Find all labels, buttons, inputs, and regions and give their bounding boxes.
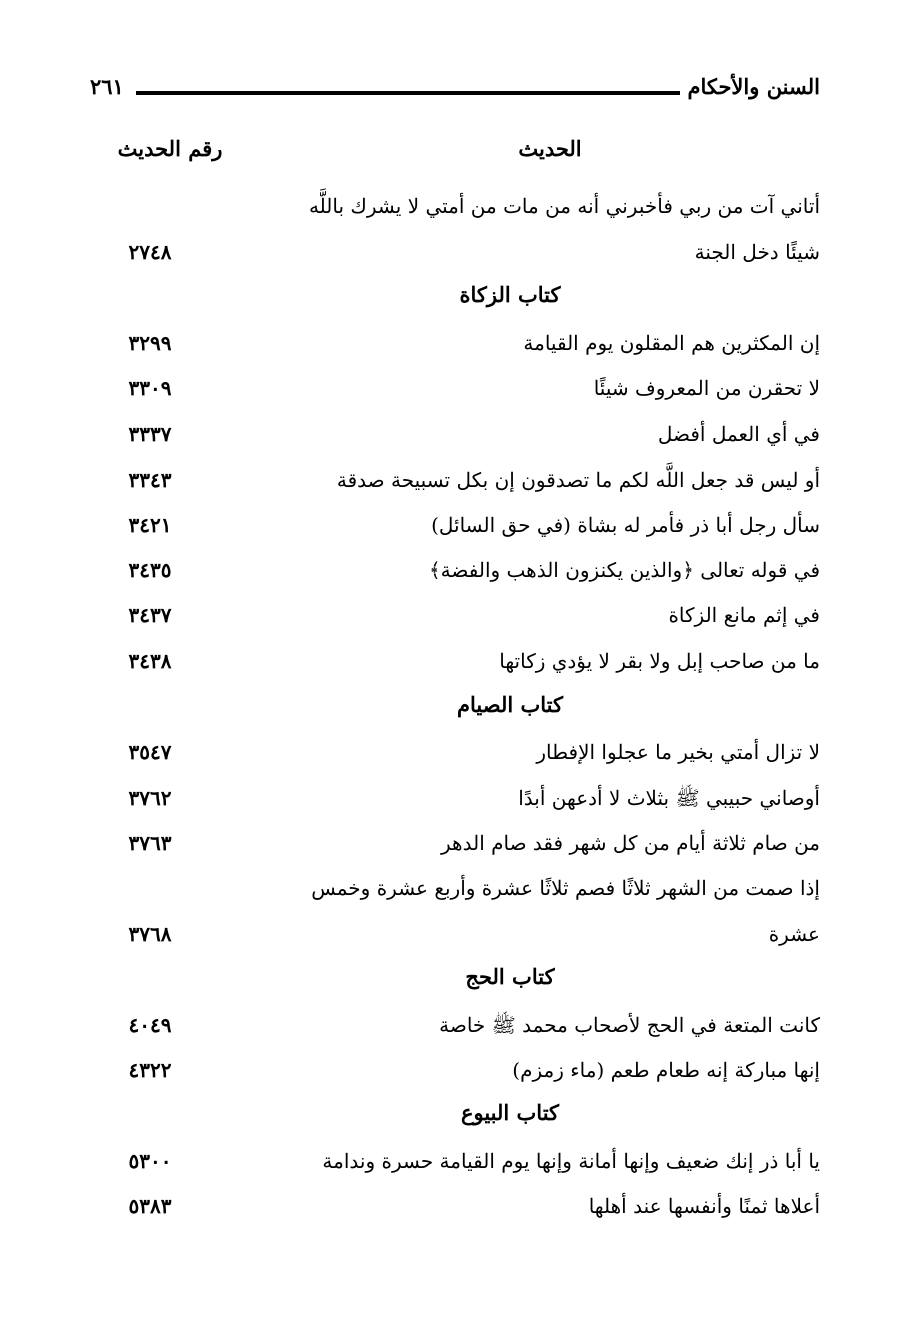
hadith-number: ٥٣٨٣ bbox=[128, 1194, 172, 1218]
hadith-text: إن المكثرين هم المقلون يوم القيامة bbox=[523, 331, 820, 355]
hadith-entry bbox=[100, 870, 820, 916]
hadith-text: ما من صاحب إبل ولا بقر لا يؤدي زكاتها bbox=[499, 649, 820, 673]
page-number: ٢٦١ bbox=[90, 74, 124, 99]
hadith-entry bbox=[100, 780, 820, 826]
hadith-number: ٣٧٦٨ bbox=[128, 922, 172, 946]
hadith-entry bbox=[100, 1188, 820, 1234]
hadith-entry bbox=[100, 370, 820, 416]
hadith-text: عشرة bbox=[768, 922, 820, 946]
hadith-number: ٣٢٩٩ bbox=[128, 331, 172, 355]
hadith-number: ٣٤٣٨ bbox=[128, 649, 172, 673]
hadith-number: ٣٣٣٧ bbox=[128, 422, 172, 446]
hadith-entry bbox=[100, 597, 820, 643]
hadith-entry bbox=[100, 825, 820, 871]
hadith-number: ٣٥٤٧ bbox=[128, 740, 172, 764]
hadith-number: ٤٠٤٩ bbox=[128, 1013, 172, 1037]
hadith-text: يا أبا ذر إنك ضعيف وإنها أمانة وإنها يوم القيامة حسرة وندامة bbox=[322, 1149, 820, 1173]
hadith-text: إنها مباركة إنه طعام طعم (ماء زمزم) bbox=[512, 1058, 820, 1082]
hadith-number: ٣٤٣٥ bbox=[128, 558, 172, 582]
header-rule bbox=[136, 91, 680, 95]
hadith-number: ٣٧٦٣ bbox=[128, 831, 172, 855]
hadith-entry bbox=[100, 552, 820, 598]
hadith-entry bbox=[100, 734, 820, 780]
hadith-entry bbox=[100, 916, 820, 962]
hadith-number: ٤٣٢٢ bbox=[128, 1058, 172, 1082]
hadith-entry bbox=[100, 416, 820, 462]
hadith-text: أوصاني حبيبي ﷺ بثلاث لا أدعهن أبدًا bbox=[518, 786, 820, 810]
hadith-number: ٣٤٣٧ bbox=[128, 603, 172, 627]
hadith-text: في إثم مانع الزكاة bbox=[668, 603, 820, 627]
hadith-entry bbox=[100, 1052, 820, 1098]
hadith-text: كانت المتعة في الحج لأصحاب محمد ﷺ خاصة bbox=[439, 1013, 820, 1037]
hadith-entry bbox=[100, 507, 820, 553]
hadith-number: ٣٤٢١ bbox=[128, 513, 172, 537]
page-header bbox=[90, 70, 820, 110]
hadith-entry bbox=[100, 188, 820, 234]
hadith-number: ٥٣٠٠ bbox=[128, 1149, 172, 1173]
hadith-entry bbox=[100, 1007, 820, 1053]
hadith-text: شيئًا دخل الجنة bbox=[694, 240, 820, 264]
hadith-text: لا تحقرن من المعروف شيئًا bbox=[593, 376, 820, 400]
running-title: السنن والأحكام bbox=[687, 74, 820, 99]
hadith-number: ٢٧٤٨ bbox=[128, 240, 172, 264]
section-heading: كتاب البيوع bbox=[460, 1100, 560, 1125]
hadith-text: في قوله تعالى ﴿والذين يكنزون الذهب والفضة﴾ bbox=[428, 558, 820, 582]
hadith-text: أو ليس قد جعل اللَّه لكم ما تصدقون إن بكل تسبيحة صدقة bbox=[336, 468, 820, 492]
section-heading: كتاب الحج bbox=[465, 964, 555, 989]
section-heading: كتاب الصيام bbox=[457, 692, 563, 717]
hadith-text: أتاني آت من ربي فأخبرني أنه من مات من أمتي لا يشرك باللَّه bbox=[308, 194, 820, 218]
hadith-text: في أي العمل أفضل bbox=[657, 422, 820, 446]
column-header-hadith: الحديث bbox=[518, 136, 582, 161]
hadith-entry bbox=[100, 462, 820, 508]
hadith-number: ٣٣٠٩ bbox=[128, 376, 172, 400]
hadith-text: سأل رجل أبا ذر فأمر له بشاة (في حق السائل) bbox=[431, 513, 820, 537]
hadith-number: ٣٧٦٢ bbox=[128, 786, 172, 810]
hadith-entry bbox=[100, 643, 820, 689]
hadith-text: من صام ثلاثة أيام من كل شهر فقد صام الدهر bbox=[441, 831, 820, 855]
column-header-number: رقم الحديث bbox=[117, 136, 223, 161]
hadith-entry bbox=[100, 325, 820, 371]
hadith-entry bbox=[100, 1143, 820, 1189]
hadith-text: لا تزال أمتي بخير ما عجلوا الإفطار bbox=[536, 740, 820, 764]
hadith-text: إذا صمت من الشهر ثلاثًا فصم ثلاثًا عشرة وأربع عشرة وخمس bbox=[311, 876, 820, 900]
hadith-text: أعلاها ثمنًا وأنفسها عند أهلها bbox=[588, 1194, 820, 1218]
hadith-number: ٣٣٤٣ bbox=[128, 468, 172, 492]
hadith-entry bbox=[100, 234, 820, 280]
section-heading: كتاب الزكاة bbox=[459, 282, 561, 307]
